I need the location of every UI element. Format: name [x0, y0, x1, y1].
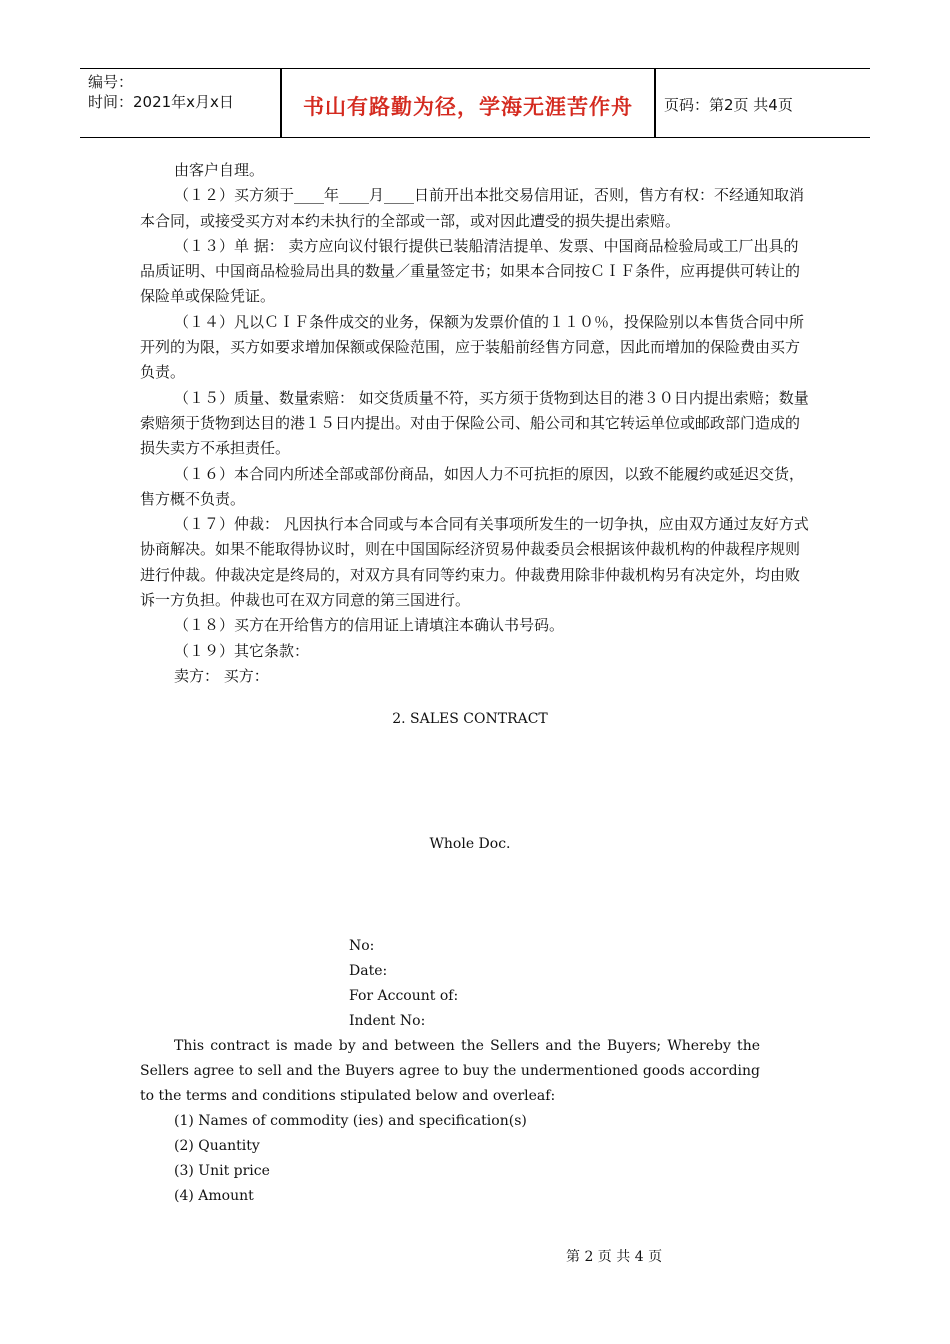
list-item: (3) Unit price — [174, 1163, 270, 1179]
clause-18: （１８）买方在开给售方的信用证上请填注本确认书号码。 — [174, 616, 565, 635]
clause-16: （１６）本合同内所述全部或部份商品，如因人力不可抗拒的原因，以致不能履约或延迟交货，售方概不负责。 — [140, 464, 805, 508]
clause-text: 由客户自理。 — [174, 161, 265, 179]
clause-13: （１３）单 据： 卖方应向议付银行提供已装船清洁提单、发票、中国商品检验局或工厂出具的品质证明、中国商品检验局出具的数量／重量签定书；如果本合同按ＣＩＦ条件，应再提供可转让的保险单或保险凭证。 — [140, 236, 801, 306]
field-date: Date: — [349, 963, 388, 979]
section-title: 2. SALES CONTRACT — [392, 711, 548, 727]
intro-paragraph: This contract is made by and between the Sellers and the Buyers; Whereby the Sellers agree to sell and the Buyers agree to buy the undermentioned goods according to the terms and conditions stipulated below and overleaf: — [140, 1038, 760, 1104]
list-item: (1) Names of commodity (ies) and specification(s) — [174, 1113, 527, 1129]
page-footer: 第 2 页 共 4 页 — [566, 1249, 663, 1265]
clause-17: （１７）仲裁： 凡因执行本合同或与本合同有关事项所发生的一切争执，应由双方通过友好方式协商解决。如果不能取得协议时，则在中国国际经济贸易仲裁委员会根据该仲裁机构的仲裁程序规则进行仲裁。仲裁决定是终局的，对双方具有同等约束力。仲裁费用除非仲裁机构另有决定外，均由败诉一方负担。仲裁也可在双方同意的第三国进行。 — [140, 515, 809, 610]
contract-fields — [349, 934, 458, 1034]
document-header — [80, 68, 870, 138]
field-indent-no: Indent No: — [349, 1013, 426, 1029]
english-contract-body — [140, 1034, 760, 1209]
field-no: No: — [349, 938, 375, 954]
header-page-info: 页码：第2页 共4页 — [664, 96, 793, 114]
header-divider — [654, 69, 656, 137]
header-motto: 书山有路勤为径，学海无涯苦作舟 — [303, 95, 633, 119]
list-item: (4) Amount — [174, 1188, 254, 1204]
contract-clauses — [140, 158, 812, 689]
header-info-cell — [80, 69, 280, 137]
signature-line: 卖方： 买方： — [174, 666, 269, 685]
clause-14: （１４）凡以ＣＩＦ条件成交的业务，保额为发票价值的１１０％，投保险别以本售货合同中所开列的为限，买方如要求增加保额或保险范围，应于装船前经售方同意，因此而增加的保险费由买方负责。 — [140, 312, 805, 382]
list-item: (2) Quantity — [174, 1138, 260, 1154]
serial-label: 编号： — [88, 73, 134, 91]
whole-doc-label: Whole Doc. — [429, 836, 511, 852]
field-for-account-of: For Account of: — [349, 988, 459, 1004]
date-label: 时间：2021年x月x日 — [88, 93, 234, 111]
clause-19: （１９）其它条款： — [174, 641, 310, 660]
clause-15: （１５）质量、数量索赔： 如交货质量不符，买方须于货物到达目的港３０日内提出索赔；数量索赔须于货物到达目的港１５日内提出。对由于保险公司、船公司和其它转运单位或邮政部门造成的损失卖方不承担责任。 — [140, 388, 809, 458]
clause-12: （１２）买方须于____年____月____日前开出本批交易信用证，否则，售方有权：不经通知取消本合同，或接受买方对本约未执行的全部或一部，或对因此遭受的损失提出索赔。 — [140, 186, 805, 230]
